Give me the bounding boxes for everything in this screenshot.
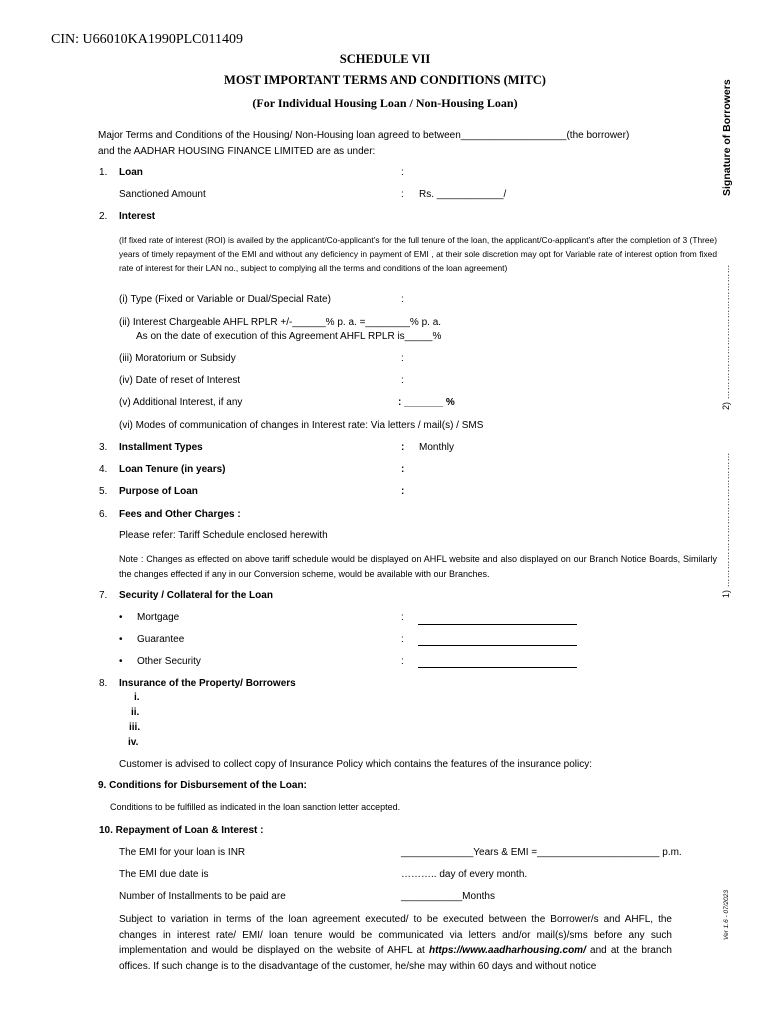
section-7-title: Security / Collateral for the Loan	[119, 590, 273, 601]
roman-item: i.	[134, 692, 140, 703]
section-2-title: Interest	[119, 211, 156, 222]
reset-interest-label: (iv) Date of reset of Interest	[119, 375, 241, 386]
variation-text-a: Subject to variation in terms of the loan agreement executed/ to be executed between the Borrower/s and AHFL, the changes in interest rate/ EMI/ loan tenure would be communicated via letters and/or mail(s)/sms before any such implementation and would be displayed on the website of AHFL at	[119, 914, 672, 956]
section-6-title: Fees and Other Charges :	[119, 509, 241, 520]
section-1-colon: :	[401, 167, 404, 178]
sanctioned-amount-value: Rs. ____________/	[419, 189, 507, 200]
version-label: Ver 1.6 - 07/2023	[723, 890, 730, 940]
section-4-title: Loan Tenure (in years)	[119, 464, 226, 475]
section-9-text: Conditions to be fulfilled as indicated in the loan sanction letter accepted.	[110, 802, 401, 812]
reset-interest-colon: :	[401, 375, 404, 386]
variation-paragraph	[119, 912, 672, 974]
section-3-colon: :	[401, 442, 405, 453]
section-3-title: Installment Types	[119, 442, 203, 453]
emi-due-date-label: The EMI due date is	[119, 869, 209, 880]
section-8-number: 8.	[99, 678, 108, 689]
interest-paragraph: (If fixed rate of interest (ROI) is availed by the applicant/Co-applicant’s for the full tenure of the loan, the applicant/Co-applicant’s after the completion of 3 (Three) years of timely repayment of the EMI and without any deficiency in payment of EMI , at their sole discretion may opt for Variable rate of interest option from fixed rate of interest for their LAN no., subject to complying all the terms and conditions of the loan agreement)	[119, 235, 717, 273]
mortgage-blank-line	[418, 624, 577, 625]
security-item-guarantee: • Guarantee	[137, 634, 184, 645]
additional-interest-value: : _______ %	[398, 397, 455, 408]
emi-value: _____________Years & EMI =______________________ p.m.	[401, 847, 682, 858]
sanctioned-amount-label: Sanctioned Amount	[119, 189, 206, 200]
section-2-number: 2.	[99, 211, 108, 222]
guarantee-blank-line	[418, 645, 577, 646]
other-security-blank-line	[418, 667, 577, 668]
emi-label: The EMI for your loan is INR	[119, 847, 246, 858]
interest-type-label: (i) Type (Fixed or Variable or Dual/Special Rate)	[119, 294, 331, 305]
borrower-signature-2: 2) ………………………………………	[721, 264, 731, 410]
section-5-colon: :	[401, 486, 405, 497]
moratorium-label: (iii) Moratorium or Subsidy	[119, 353, 236, 364]
section-6-number: 6.	[99, 509, 108, 520]
intro-line-1: Major Terms and Conditions of the Housing/ Non-Housing loan agreed to between___________________(the borrower)	[98, 130, 630, 141]
tariff-schedule-text: Please refer: Tariff Schedule enclosed herewith	[119, 530, 328, 541]
roman-item: iv.	[128, 737, 139, 748]
communication-modes: (vi) Modes of communication of changes in Interest rate: Via letters / mail(s) / SMS	[119, 420, 484, 431]
roman-item: iii.	[129, 722, 141, 733]
section-4-colon: :	[401, 464, 405, 475]
section-1-title: Loan	[119, 167, 143, 178]
section-10-title: 10. Repayment of Loan & Interest :	[99, 825, 264, 836]
rplr-line: As on the date of execution of this Agreement AHFL RPLR is_____%	[136, 331, 442, 342]
section-4-number: 4.	[99, 464, 108, 475]
section-5-number: 5.	[99, 486, 108, 497]
tariff-note: Note : Changes as effected on above tariff schedule would be displayed on AHFL website and also displayed on our Branch Notice Boards, Similarly the changes effected if any in our Conversion scheme, would be available with our Branches.	[119, 554, 717, 579]
website-link[interactable]: https://www.aadharhousing.com/	[428, 945, 586, 956]
security-item-colon: :	[401, 612, 404, 623]
section-9-title: 9. Conditions for Disbursement of the Loan:	[98, 780, 307, 791]
interest-type-colon: :	[401, 294, 404, 305]
interest-chargeable-line: (ii) Interest Chargeable AHFL RPLR +/-______% p. a. =________% p. a.	[119, 317, 442, 328]
security-item-colon: :	[401, 656, 404, 667]
section-3-number: 3.	[99, 442, 108, 453]
cin-number: CIN: U66010KA1990PLC011409	[51, 32, 243, 47]
page-subtitle: (For Individual Housing Loan / Non-Housing Loan)	[252, 96, 518, 110]
sanctioned-amount-colon: :	[401, 189, 404, 200]
insurance-note: Customer is advised to collect copy of Insurance Policy which contains the features of the insurance policy:	[119, 759, 593, 770]
additional-interest-label: (v) Additional Interest, if any	[119, 397, 243, 408]
section-7-number: 7.	[99, 590, 108, 601]
security-item-other: • Other Security	[137, 656, 201, 667]
variation-text-b: and at the branch offices. If such change is to the disadvantage of the customer, he/she may within 60 days and without notice	[119, 945, 672, 972]
section-5-title: Purpose of Loan	[119, 486, 198, 497]
intro-line-2: and the AADHAR HOUSING FINANCE LIMITED are as under:	[98, 146, 376, 157]
security-item-mortgage: • Mortgage	[137, 612, 179, 623]
signature-of-borrowers: Signature of Borrowers	[721, 79, 733, 196]
section-1-number: 1.	[99, 167, 108, 178]
security-item-colon: :	[401, 634, 404, 645]
moratorium-colon: :	[401, 353, 404, 364]
emi-due-date-value: ……….. day of every month.	[401, 869, 528, 880]
page-title: MOST IMPORTANT TERMS AND CONDITIONS (MITC)	[224, 73, 546, 87]
installment-type-value: Monthly	[419, 442, 455, 453]
schedule-heading: SCHEDULE VII	[339, 52, 431, 66]
installments-label: Number of Installments to be paid are	[119, 891, 286, 902]
section-8-title: Insurance of the Property/ Borrowers	[119, 678, 296, 689]
borrower-signature-1: 1) ………………………………………	[721, 452, 731, 598]
roman-item: ii.	[131, 707, 140, 718]
installments-value: ___________Months	[401, 891, 495, 902]
